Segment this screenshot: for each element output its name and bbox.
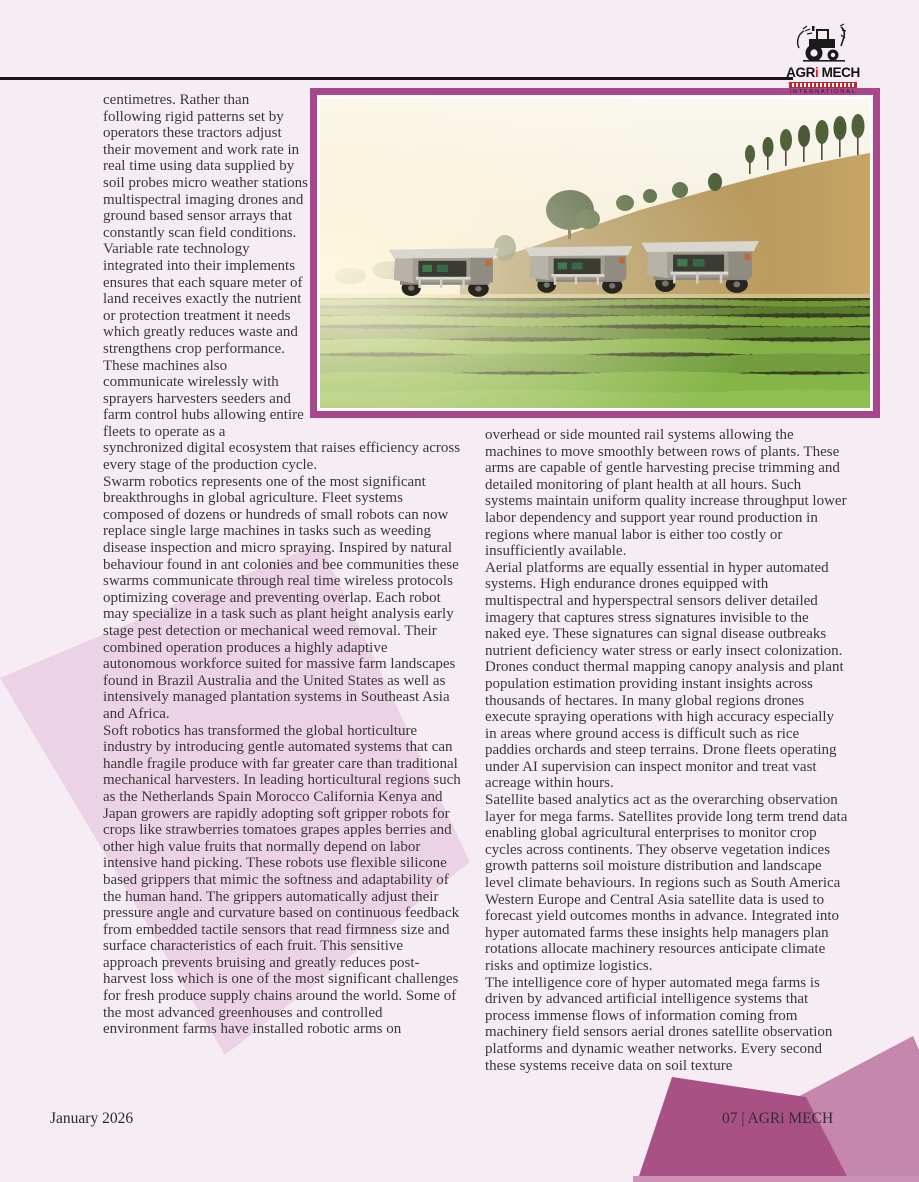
header-rule xyxy=(0,77,793,80)
brand-part2: MECH xyxy=(818,65,860,80)
article-paragraph: Satellite based analytics act as the overarching observation layer for mega farms. Satellites provide long term trend data enabling global agricultural enterprises to monitor crop cycles across continents. They observe vegetation indices growth patterns soil moisture distribution and landscape level climate behaviours. In regions such as South America Western Europe and Central Asia satellite data is used to forecast yield outcomes months in advance. Integrated into hyper automated farms these insights help managers plan rotations allocate machinery resources anticipate climate risks and optimize logistics. xyxy=(485,792,848,974)
left-column xyxy=(103,92,461,1038)
footer-page-number: 07 | AGRi MECH xyxy=(722,1110,834,1127)
brand-name xyxy=(786,66,860,80)
tractor-icon xyxy=(795,22,851,66)
photo-wrap-spacer xyxy=(309,92,461,430)
article-paragraph: Soft robotics has transformed the global horticulture industry by introducing gentle automated systems that can handle fragile produce with far greater care than traditional mechanical harvesters. In leading horticultural regions such as the Netherlands Spain Morocco California Kenya and Japan growers are rapidly adopting soft gripper robots for crops like strawberries tomatoes grapes apples berries and other high value fruits that normally depend on labor intensive hand picking. These robots use flexible silicone based grippers that mimic the softness and adaptability of the human hand. The grippers automatically adjust their pressure angle and curvature based on continuous feedback from embedded tactile sensors that read firmness size and surface characteristics of each fruit. This sensitive approach prevents bruising and greatly reduces post-harvest loss which is one of the most significant challenges for fresh produce supply chains around the world. Some of the most advanced greenhouses and controlled environment farms have installed robotic arms on xyxy=(103,722,461,1038)
article-paragraph: overhead or side mounted rail systems allowing the machines to move smoothly between rows of plants. These arms are capable of gentle harvesting precise trimming and detailed monitoring of plant health at all hours. Such systems maintain uniform quality increase throughput lower labor dependency and support year round production in regions where manual labor is either too costly or insufficiently available. xyxy=(485,427,847,560)
brand-part1: AGR xyxy=(786,65,815,80)
article-paragraph: Aerial platforms are equally essential in hyper automated systems. High endurance drones equipped with multispectral and hyperspectral sensors deliver detailed imagery that captures stress signatures invisible to the naked eye. These signatures can signal disease outbreaks nutrient deficiency water stress or early insect colonization. Drones conduct thermal mapping canopy analysis and plant population estimation providing instant insights across thousands of hectares. In many global regions drones execute spraying operations with high accuracy especially in areas where ground access is difficult such as rice paddies orchards and steep terrains. Drone fleets operating under AI supervision can inspect monitor and treat vast acreage within hours. xyxy=(485,559,844,792)
brand-tagline: INTERNATIONAL xyxy=(789,89,857,95)
footer-issue-date: January 2026 xyxy=(50,1110,134,1127)
brand-banner xyxy=(789,82,857,88)
right-column xyxy=(485,427,848,1074)
brand-logo xyxy=(786,22,860,95)
article-paragraph: The intelligence core of hyper automated mega farms is driven by advanced artificial intelligence systems that process immense flows of information coming from machinery field sensors aerial drones satellite observation platforms and dynamic weather networks. Every second these systems receive data on soil texture xyxy=(485,974,833,1074)
article-paragraph: Swarm robotics represents one of the most significant breakthroughs in global agriculture. Fleet systems composed of dozens or hundreds of small robots can now replace single large machines in tasks such as weeding disease inspection and micro spraying. Inspired by natural behaviour found in ant colonies and bee communities these swarms communicate through real time wireless protocols optimizing coverage and preventing overlap. Each robot may specialize in a task such as plant height analysis early stage pest detection or mechanical weed removal. Their combined operation produces a highly adaptive autonomous workforce suited for massive farm landscapes found in Brazil Australia and the United States as well as intensively managed plantation systems in Southeast Asia and Africa. xyxy=(103,473,459,722)
brand-accent-letter: i xyxy=(814,65,819,80)
article-paragraph: centimetres. Rather than following rigid patterns set by operators these tractors adjust their movement and work rate in real time using data supplied by soil probes micro weather stations multispectral imaging drones and ground based sensor arrays that constantly scan field conditions. Variable rate technology integrated into their implements ensures that each square meter of land receives exactly the nutrient or protection treatment it needs which greatly reduces waste and strengthens crop performance. These machines also communicate wirelessly with sprayers harvesters seeders and farm control hubs allowing entire fleets to operate as a synchronized digital ecosystem that raises efficiency across every stage of the production cycle. xyxy=(103,92,461,474)
bg-bottom-strip xyxy=(633,1176,919,1182)
